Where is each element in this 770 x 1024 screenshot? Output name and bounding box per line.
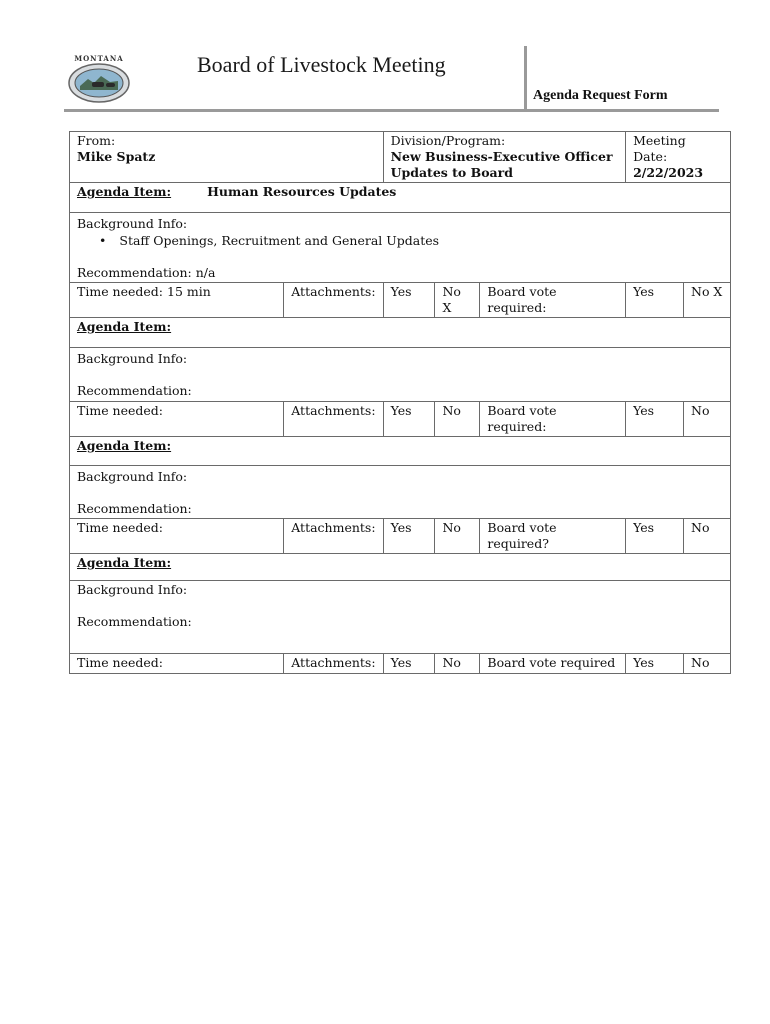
time-needed: Time needed:: [70, 654, 284, 674]
attachments-no: No: [435, 519, 480, 554]
agenda-item-label: Agenda Item:: [77, 555, 172, 570]
form-subtitle: Agenda Request Form: [533, 88, 668, 103]
background-cell: [70, 466, 731, 519]
attachments-no: No: [435, 402, 480, 437]
division-value-line2: Updates to Board: [390, 165, 513, 180]
attachments-label: Attachments:: [284, 402, 383, 437]
attachments-label: Attachments:: [284, 519, 383, 554]
vote-label: Board vote required:: [480, 283, 626, 318]
time-needed: Time needed: 15 min: [70, 283, 284, 318]
agenda-item-cell: [70, 554, 731, 581]
recommendation-text: Recommendation:: [77, 614, 192, 629]
vote-yes: Yes: [626, 402, 684, 437]
agenda-item-label: Agenda Item:: [77, 184, 172, 199]
vote-no: No: [684, 654, 731, 674]
attachments-yes: Yes: [383, 519, 435, 554]
attachments-no: No X: [435, 283, 480, 318]
recommendation-text: Recommendation: n/a: [77, 265, 216, 280]
background-row: [70, 466, 731, 519]
agenda-item-row: [70, 183, 731, 213]
agenda-item-cell: [70, 437, 731, 466]
background-row: [70, 213, 731, 283]
vote-no: No: [684, 519, 731, 554]
montana-logo: [66, 52, 132, 104]
vote-yes: Yes: [626, 283, 684, 318]
background-cell: [70, 348, 731, 402]
page-title: Board of Livestock Meeting: [197, 52, 446, 77]
time-needed: Time needed:: [70, 402, 284, 437]
agenda-item-label: Agenda Item:: [77, 319, 172, 334]
svg-text:MONTANA: MONTANA: [74, 54, 124, 63]
agenda-item-cell: [70, 318, 731, 348]
time-row: [70, 402, 731, 437]
vote-label: Board vote required: [480, 654, 626, 674]
division-cell: [383, 132, 626, 183]
agenda-item-cell: [70, 183, 731, 213]
time-needed: Time needed:: [70, 519, 284, 554]
background-label: Background Info:: [77, 469, 188, 484]
from-cell: [70, 132, 384, 183]
background-label: Background Info:: [77, 216, 188, 231]
header-vertical-divider: [524, 46, 527, 112]
division-label: Division/Program:: [390, 133, 506, 148]
agenda-item-row: [70, 437, 731, 466]
recommendation-text: Recommendation:: [77, 383, 192, 398]
attachments-label: Attachments:: [284, 283, 383, 318]
vote-yes: Yes: [626, 654, 684, 674]
background-row: [70, 581, 731, 654]
time-row: [70, 654, 731, 674]
vote-label: Board vote required:: [480, 402, 626, 437]
recommendation-text: Recommendation:: [77, 501, 192, 516]
background-bullet: • Staff Openings, Recruitment and General Updates: [99, 233, 723, 249]
from-label: From:: [77, 133, 116, 148]
attachments-yes: Yes: [383, 654, 435, 674]
division-value-line1: New Business-Executive Officer: [390, 149, 613, 164]
agenda-item-label: Agenda Item:: [77, 438, 172, 453]
time-row: [70, 519, 731, 554]
background-label: Background Info:: [77, 582, 188, 597]
meeting-date-label: Meeting Date:: [633, 133, 686, 164]
background-cell: [70, 581, 731, 654]
agenda-item-row: [70, 554, 731, 581]
agenda-item-value: Human Resources Updates: [207, 184, 397, 199]
attachments-label: Attachments:: [284, 654, 383, 674]
from-value: Mike Spatz: [77, 149, 156, 164]
background-label: Background Info:: [77, 351, 188, 366]
vote-yes: Yes: [626, 519, 684, 554]
attachments-yes: Yes: [383, 402, 435, 437]
agenda-item-row: [70, 318, 731, 348]
attachments-no: No: [435, 654, 480, 674]
background-row: [70, 348, 731, 402]
vote-label: Board vote required?: [480, 519, 626, 554]
header-row: [70, 132, 731, 183]
background-cell: [70, 213, 731, 283]
attachments-yes: Yes: [383, 283, 435, 318]
header-horizontal-divider: [64, 109, 719, 112]
meeting-date-value: 2/22/2023: [633, 165, 704, 180]
vote-no: No: [684, 402, 731, 437]
agenda-request-table: [69, 131, 731, 674]
meeting-date-cell: [626, 132, 731, 183]
time-row: [70, 283, 731, 318]
vote-no: No X: [684, 283, 731, 318]
